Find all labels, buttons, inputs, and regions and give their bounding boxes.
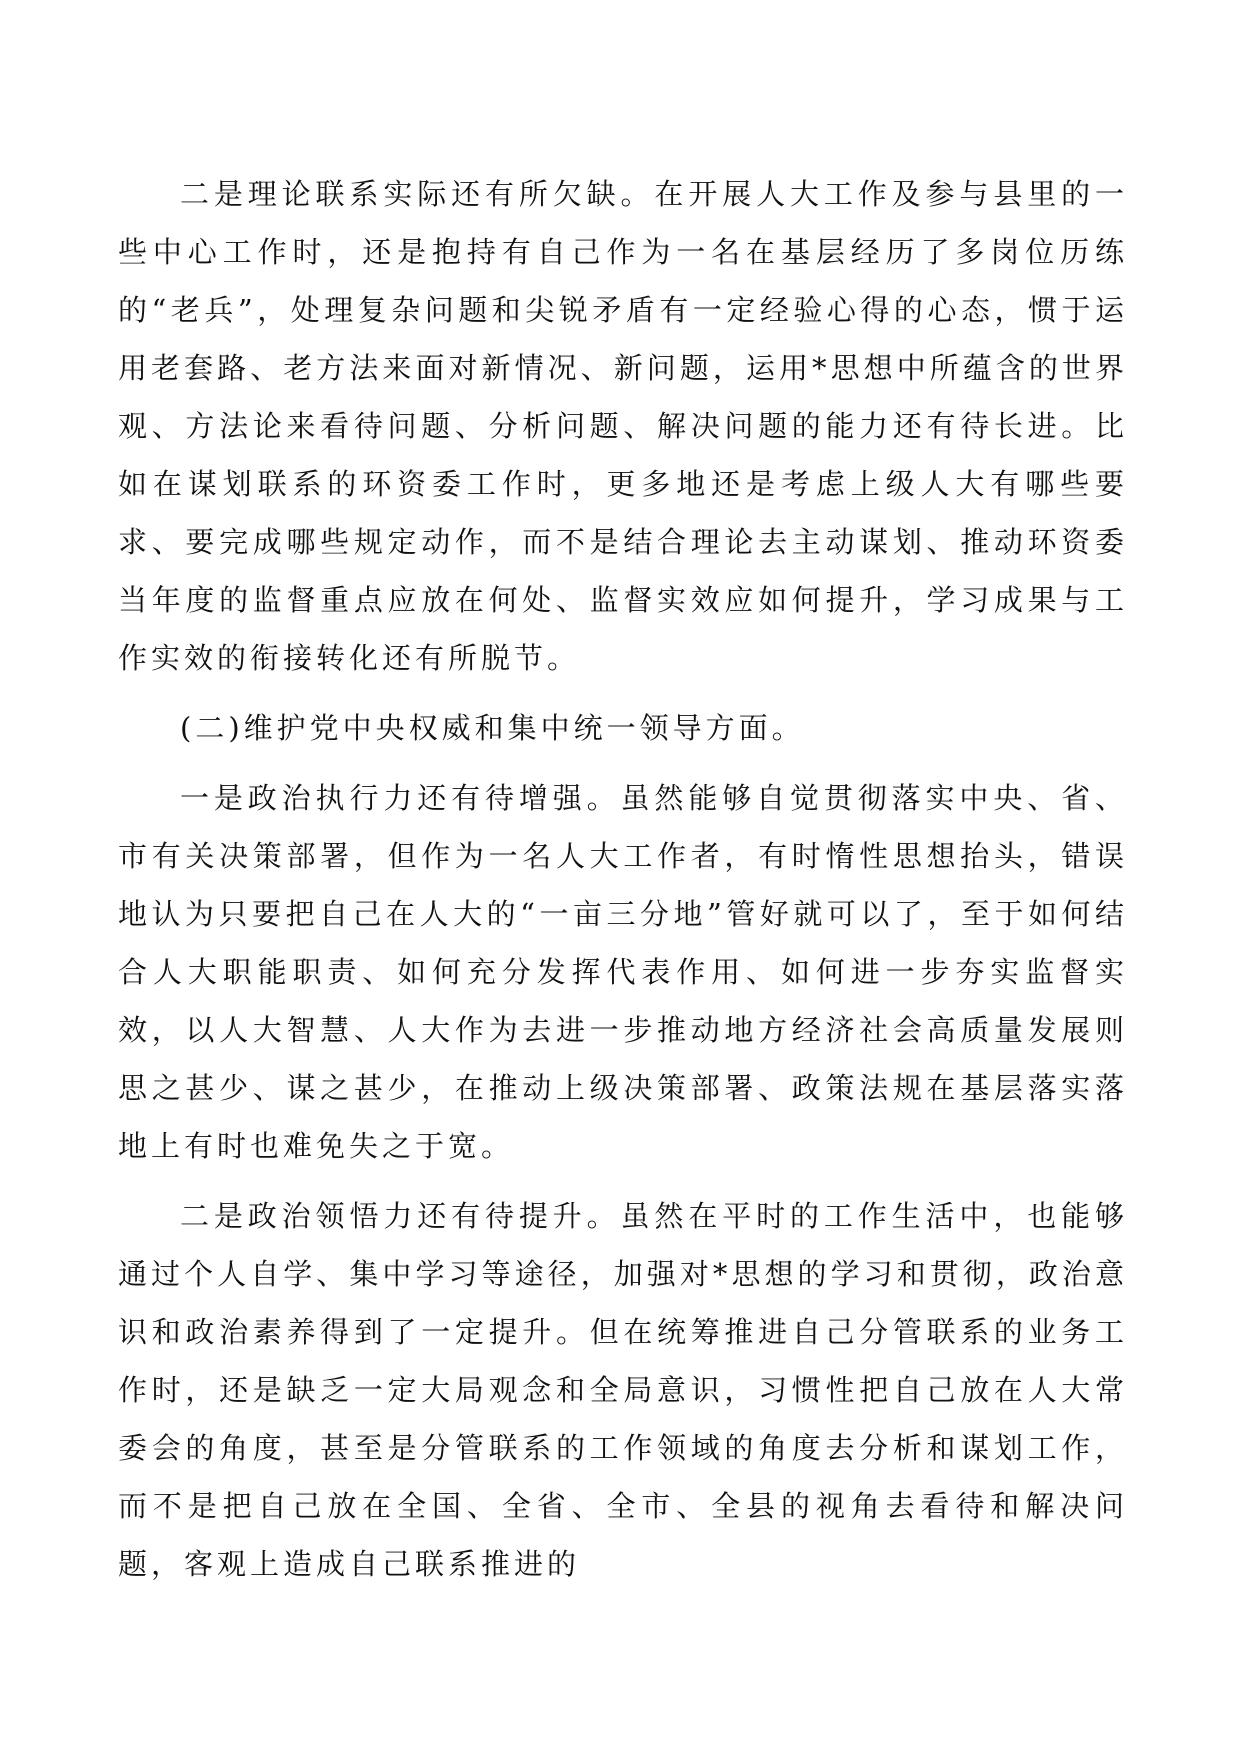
paragraph-political-execution: 一是政治执行力还有待增强。虽然能够自觉贯彻落实中央、省、市有关决策部署，但作为一名人大工作者，有时惰性思想抬头，错误地认为只要把自己在人大的“一亩三分地”管好就可以了，至于如何结合人大职能职责、如何充分发挥代表作用、如何进一步夯实监督实效，以人大智慧、人大作为去进一步推动地方经济社会高质量发展则思之甚少、谋之甚少，在推动上级决策部署、政策法规在基层落实落地上有时也难免失之于宽。 [118, 781, 1128, 1163]
paragraph-political-comprehension: 二是政治领悟力还有待提升。虽然在平时的工作生活中，也能够通过个人自学、集中学习等途径，加强对*思想的学习和贯彻，政治意识和政治素养得到了一定提升。但在统筹推进自己分管联系的业务工作时，还是缺乏一定大局观念和全局意识，习惯性把自己放在人大常委会的角度，甚至是分管联系的工作领域的角度去分析和谋划工作，而不是把自己放在全国、全省、全市、全县的视角去看待和解决问题，客观上造成自己联系推进的 [118, 1199, 1128, 1581]
document-body [118, 165, 1128, 1605]
paragraph-theory-practice: 二是理论联系实际还有所欠缺。在开展人大工作及参与县里的一些中心工作时，还是抱持有自己作为一名在基层经历了多岗位历练的“老兵”，处理复杂问题和尖锐矛盾有一定经验心得的心态，惯于运用老套路、老方法来面对新情况、新问题，运用*思想中所蕴含的世界观、方法论来看待问题、分析问题、解决问题的能力还有待长进。比如在谋划联系的环资委工作时，更多地还是考虑上级人大有哪些要求、要完成哪些规定动作，而不是结合理论去主动谋划、推动环资委当年度的监督重点应放在何处、监督实效应如何提升，学习成果与工作实效的衔接转化还有所脱节。 [118, 177, 1128, 675]
section-heading-central-authority: (二)维护党中央权威和集中统一领导方面。 [180, 711, 805, 745]
